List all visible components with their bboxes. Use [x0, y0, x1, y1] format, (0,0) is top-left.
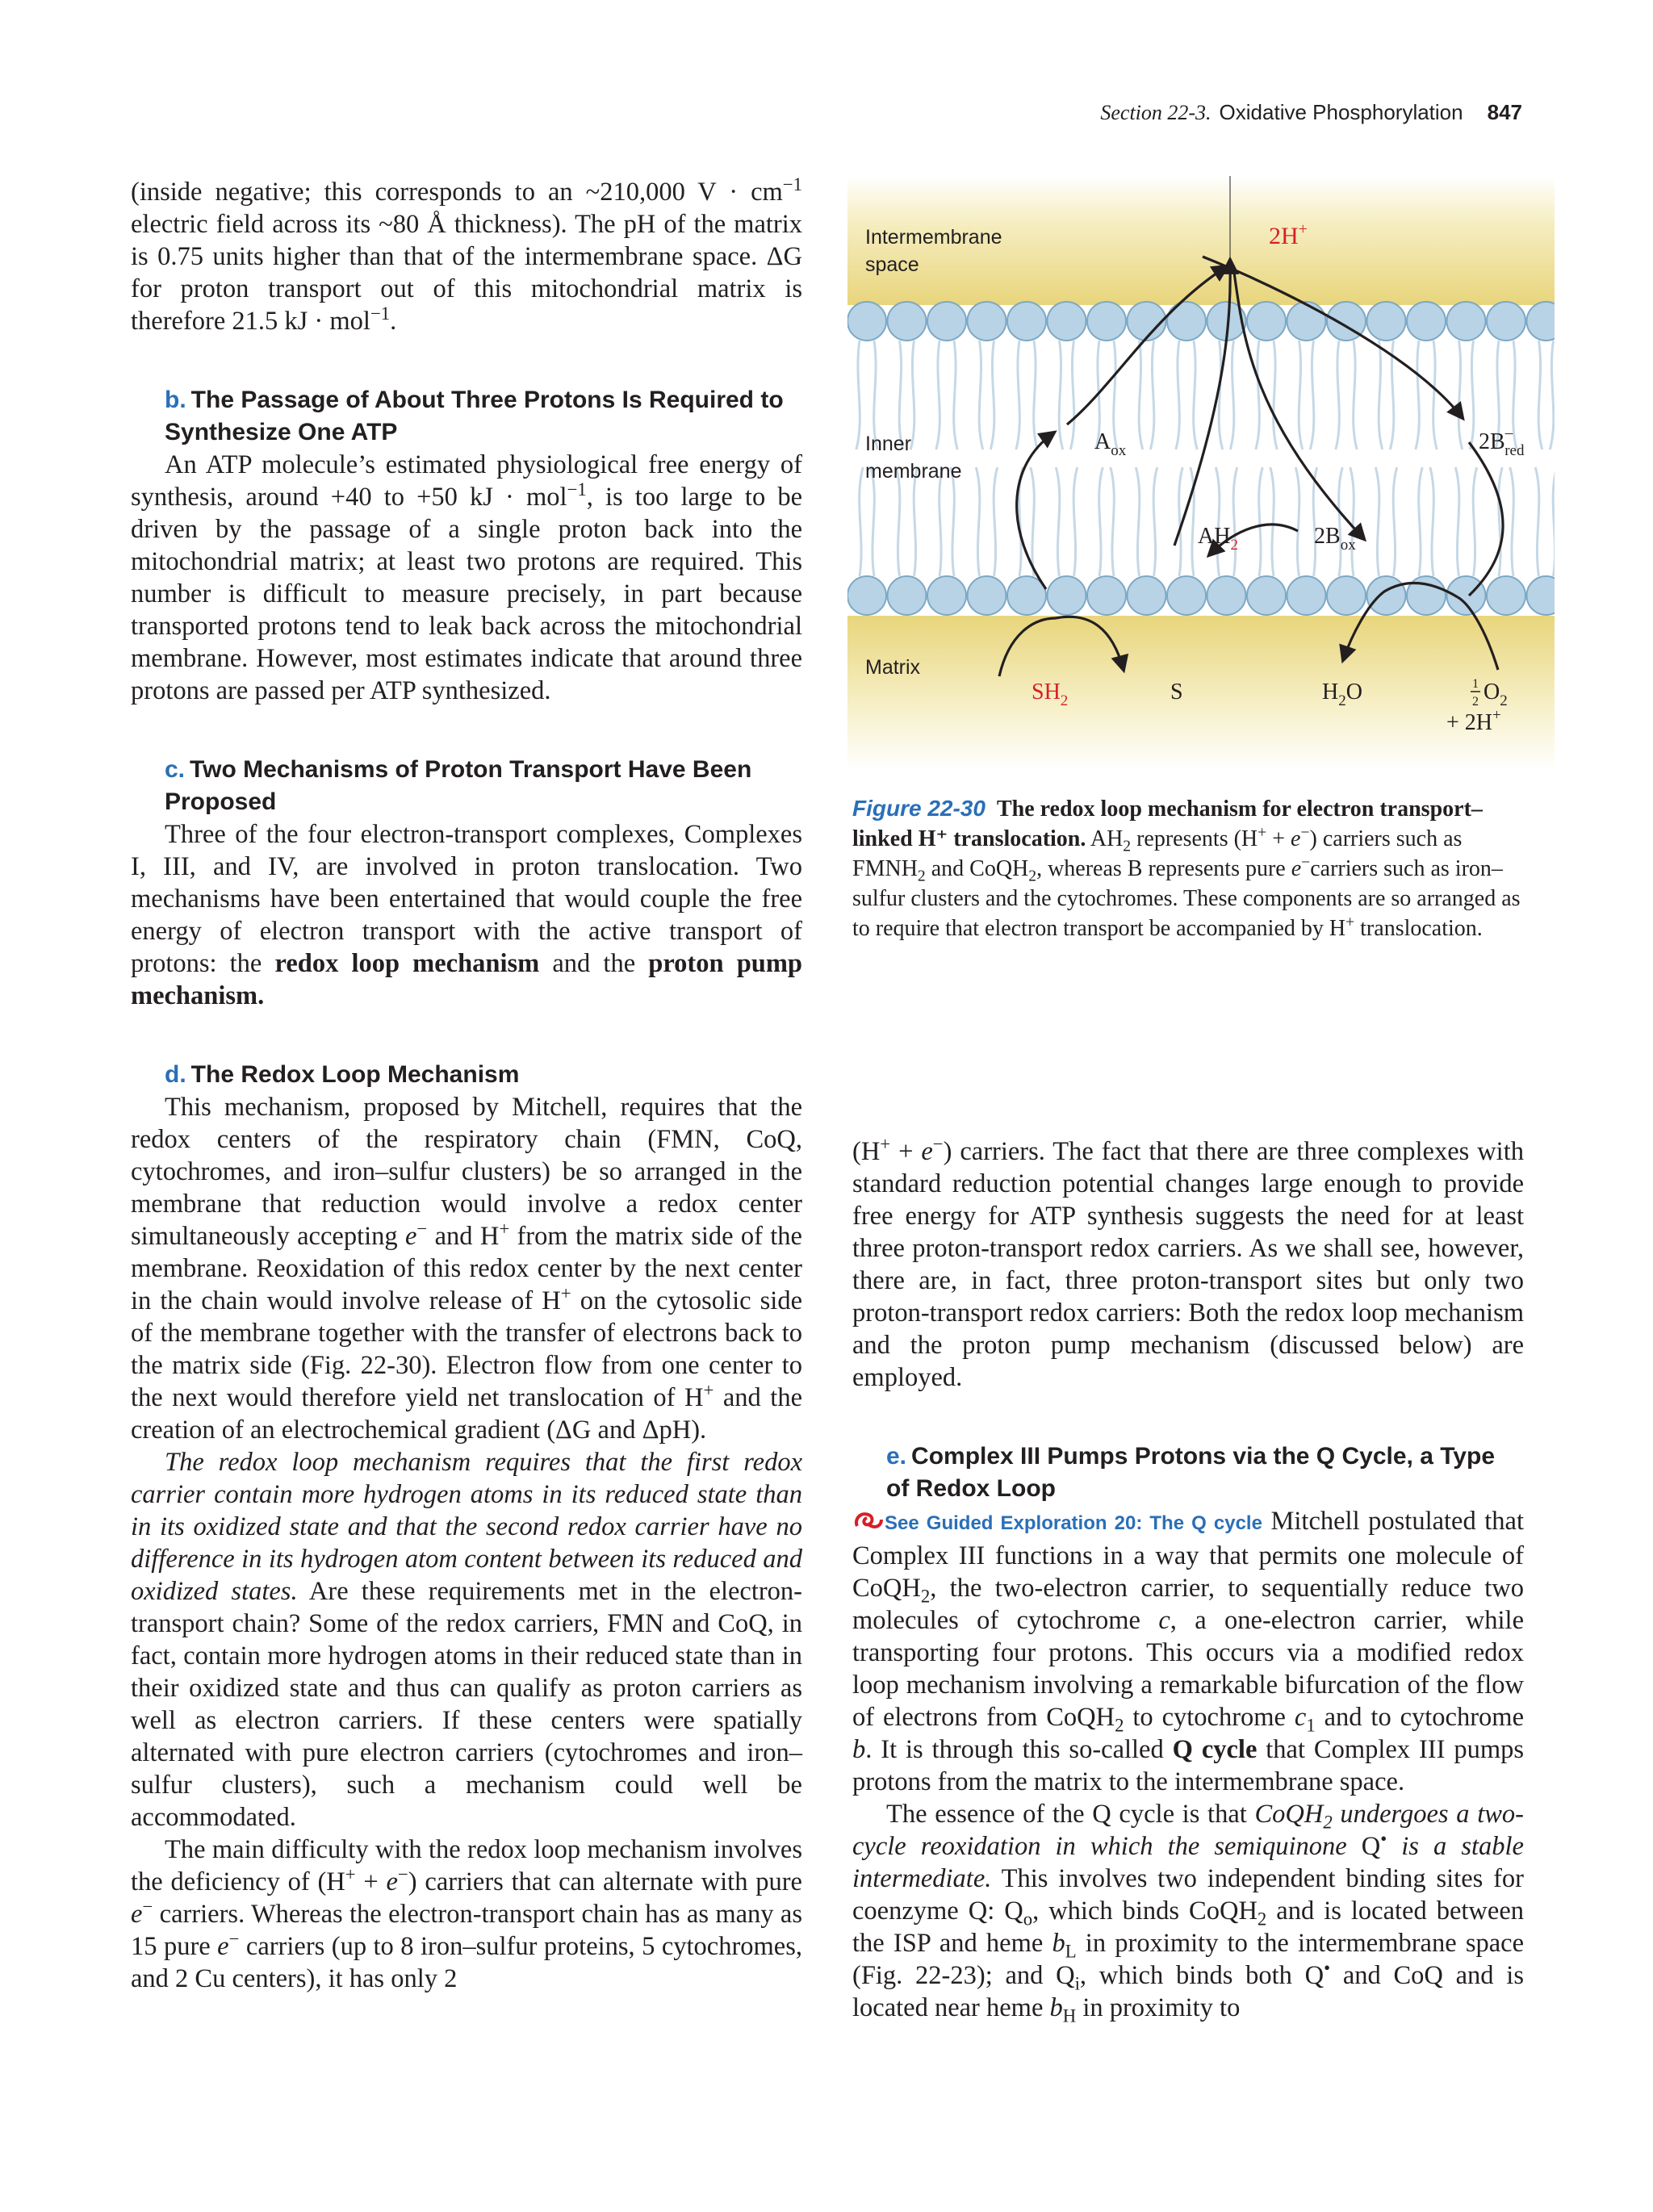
- lipid-tail: [1099, 467, 1103, 576]
- lipid-tail: [1310, 341, 1314, 450]
- lipid-tail: [1153, 467, 1157, 576]
- lipid-head: [1487, 302, 1525, 341]
- paragraph-two-mechanisms: Three of the four electron-transport complexes, Complexes I, III, and IV, are involved in proton translocation. Two mechanisms have been entertained that would couple the free energy of electron transport with the active transport of protons: the redox loop mechanism and the proton pump mechanism.: [131, 820, 802, 1010]
- lipid-tail: [1299, 341, 1303, 450]
- lipid-head: [1087, 576, 1126, 615]
- lipid-tail: [1176, 341, 1180, 450]
- lipid-tail: [1233, 467, 1237, 576]
- lipid-tail: [1111, 467, 1115, 576]
- label-inner-membrane: Inner membrane: [865, 433, 962, 483]
- lipid-tail: [1535, 467, 1539, 576]
- label-2h-bottom: + 2H+: [1446, 707, 1501, 735]
- section-number: Section 22-3.: [1100, 101, 1212, 124]
- lipid-tail: [1339, 467, 1343, 576]
- lipid-tail: [1350, 467, 1354, 576]
- figure-redox-loop: [847, 176, 1555, 771]
- lipid-tail: [939, 467, 944, 576]
- lipid-tail: [896, 467, 900, 576]
- lipid-head: [1407, 302, 1446, 341]
- label-sh2: $SH_2$: [1032, 679, 1069, 709]
- paragraph-carriers: (H+ + e−) carriers. The fact that there are three complexes with standard reduction potential changes large enough to provide free energy for ATP synthesis suggests the need for at least three proton-transport redox carriers. As we shall see, however, there are, in fact, three proton-transport sites but only two proton-transport redox carriers: Both the redox loop mechanism and the proton pump mechanism (discussed below) are employed.: [852, 1134, 1524, 1392]
- svg-text:2: 2: [1472, 695, 1479, 709]
- label-ah2: $AH_2$: [1198, 524, 1238, 554]
- heading-b: b. The Passage of About Three Protons Is Required to Synthesize One ATP: [165, 387, 784, 445]
- lipid-tail: [1513, 341, 1517, 450]
- lipid-tail: [976, 467, 980, 576]
- guided-exploration-icon[interactable]: [852, 1508, 885, 1533]
- running-header: [1100, 100, 1522, 125]
- lipid-tail: [1538, 341, 1542, 450]
- lipid-head: [968, 576, 1006, 615]
- paragraph-q-cycle-essence: The essence of the Q cycle is that CoQH$_2$ undergoes a two-cycle reoxidation in which the semiquinone Q• is a stable intermediate. This involves two independent binding sites for coenzyme Q: $Q_o$, which binds CoQH$_2$ and is located between the ISP and heme $b_L$ in proximity to the intermembrane space (Fig. 22-23); and $Q_i$, which binds both Q• and CoQ and is located near heme $b_H$ in proximity to: [852, 1800, 1524, 2026]
- lipid-tail: [1114, 341, 1118, 450]
- svg-text:O2: $O_2$: [1484, 679, 1508, 709]
- lipid-head: [1247, 302, 1286, 341]
- lipid-tail: [1550, 341, 1554, 450]
- lipid-tail: [871, 467, 875, 576]
- page-number: 847: [1487, 100, 1522, 124]
- lipid-head: [1087, 302, 1126, 341]
- lipid-tail: [1056, 467, 1060, 576]
- paragraph-requirements: The redox loop mechanism requires that the first redox carrier contain more hydrogen atoms in its reduced state than in its oxidized state and that the second redox carrier have no difference in its hydrogen atom content between its reduced and oxidized states. Are these requirements met in the electron-transport chain? Some of the redox carriers, FMN and CoQ, in fact, contain more hydrogen atoms in their reduced state than in their oxidized state and thus can qualify as proton carriers as well as electron carriers. If these centers were spatially alternated with pure electron carriers (cytochromes and iron–sulfur clusters), such a mechanism could well be accommodated.: [131, 1448, 802, 1832]
- lipid-head: [927, 576, 966, 615]
- lipid-head: [888, 302, 927, 341]
- lipid-tail: [1274, 341, 1278, 450]
- lipid-tail: [1031, 467, 1035, 576]
- figure-label: Figure 22-30: [852, 796, 986, 821]
- label-matrix: Matrix: [865, 656, 921, 679]
- redox-loop-diagram: [847, 176, 1555, 771]
- section-title: Oxidative Phosphorylation: [1219, 100, 1463, 124]
- paragraph-redox-loop: This mechanism, proposed by Mitchell, requires that the redox centers of the respiratory chain (FMN, CoQ, cytochromes, and iron–sulfur clusters) be so arranged in the membrane that reduction would involve a redox center simultaneously accepting e− and H+ from the matrix side of the membrane. Reoxidation of this redox center by the next center in the chain would involve release of H+ on the cytosolic side of the membrane together with the transfer of electrons back to the matrix side (Fig. 22-30). Electron flow from one center to the next would therefore yield net translocation of H+ and the creation of an electrochemical gradient (ΔG and ΔpH).: [131, 1093, 802, 1445]
- lipid-head: [1128, 576, 1166, 615]
- lipid-tail: [990, 341, 994, 450]
- lipid-tail: [1553, 467, 1555, 576]
- lipid-tail: [1430, 467, 1434, 576]
- lipid-tail: [1219, 341, 1223, 450]
- lipid-tail: [1375, 467, 1379, 576]
- paragraph-field-strength: (inside negative; this corresponds to an ~210,000 $V \cdot cm^{-1}$ electric field across its ~80 Å thickness). The pH of the matrix is 0.75 units higher than that of the intermembrane space. ΔG for proton transport out of this mitochondrial matrix is therefore 21.5 kJ · mol$^{-1}$.: [131, 174, 802, 336]
- figure-caption: Figure 22-30 The redox loop mechanism for electron transport–linked H⁺ translocation. $AH_2$ represents (H+ + e−) carriers such as $FMNH_2$ and CoQH$_2$, whereas B represents pure e−carriers such as iron–sulfur clusters and the cytochromes. These components are so arranged as to require that electron transport be accompanied by H+ translocation.: [852, 796, 1521, 941]
- lipid-tail: [1034, 341, 1038, 450]
- lipid-head: [1007, 302, 1046, 341]
- label-h2o: $H_2O$: [1322, 679, 1362, 709]
- label-intermembrane: Intermembrane space: [865, 226, 1002, 276]
- lipid-tail: [1139, 341, 1143, 450]
- lipid-tail: [1419, 467, 1423, 576]
- heading-c: c. Two Mechanisms of Proton Transport Have Been Proposed: [165, 756, 752, 815]
- lipid-head: [847, 302, 886, 341]
- lipid-tail: [1433, 341, 1437, 450]
- lipid-tail: [1473, 467, 1477, 576]
- lipid-tail: [1379, 341, 1383, 450]
- lipid-head: [1367, 302, 1406, 341]
- lipid-head: [1527, 576, 1555, 615]
- lipid-head: [888, 576, 927, 615]
- matrix-band: [847, 616, 1555, 771]
- lipid-tail: [1136, 467, 1140, 576]
- lipid-head: [927, 302, 966, 341]
- lipid-tail: [1256, 341, 1260, 450]
- heading-d: d. The Redox Loop Mechanism: [165, 1061, 520, 1088]
- lipid-tail: [1073, 467, 1078, 576]
- lipid-tail: [1470, 341, 1474, 450]
- label-s: S: [1170, 679, 1183, 705]
- lipid-tail: [1270, 467, 1274, 576]
- guided-exploration-link[interactable]: See Guided Exploration 20: The Q cycle: [885, 1512, 1262, 1534]
- label-aox: $A_{ox}$: [1094, 429, 1127, 459]
- lipid-tail: [1016, 341, 1020, 450]
- lipid-tail: [1259, 467, 1263, 576]
- lipid-head: [1247, 576, 1286, 615]
- lipid-tail: [954, 341, 958, 450]
- label-2h-top: 2H+: [1269, 220, 1308, 249]
- lipid-head: [968, 302, 1006, 341]
- lipid-tail: [1216, 467, 1220, 576]
- lipid-head: [1048, 576, 1086, 615]
- lipid-tail: [1416, 341, 1420, 450]
- left-column: [131, 176, 802, 1995]
- lipid-tail: [914, 467, 918, 576]
- label-2bred: 2B– red: [1479, 424, 1525, 459]
- lipid-head: [1487, 576, 1525, 615]
- lipid-tail: [1070, 341, 1074, 450]
- paragraph-three-protons: An ATP molecule’s estimated physiological free energy of synthesis, around +40 to +50 kJ · mol$^{-1}$, is too large to be driven by the passage of a single proton back into the mitochondrial matrix; at least two protons are required. This number is difficult to measure precisely, in part because transported protons tend to leak back across the mitochondrial membrane. However, most estimates indicate that around three protons are passed per ATP synthesized.: [131, 450, 802, 705]
- lipid-head: [1447, 302, 1486, 341]
- lipid-tail: [951, 467, 955, 576]
- lipid-tail: [1336, 341, 1340, 450]
- lipid-head: [847, 576, 886, 615]
- heading-e: e. Complex III Pumps Protons via the Q Cycle, a Type of Redox Loop: [886, 1443, 1496, 1502]
- lipid-tail: [1393, 467, 1397, 576]
- lipid-tail: [1510, 467, 1514, 576]
- lipid-head: [1287, 302, 1326, 341]
- lipid-head: [1207, 576, 1246, 615]
- lipid-tail: [994, 467, 998, 576]
- lipid-head: [1128, 302, 1166, 341]
- paragraph-main-difficulty: The main difficulty with the redox loop mechanism involves the deficiency of (H+ + e−) carriers that can alternate with pure e− carriers. Whereas the electron-transport chain has as many as 15 pure e− carriers (up to 8 iron–sulfur proteins, 5 cytochromes, and 2 Cu centers), it has only 2: [131, 1835, 802, 1993]
- arrow-to-aox: [1017, 433, 1054, 589]
- lipid-tail: [1354, 341, 1358, 450]
- lipid-tail: [856, 341, 860, 450]
- lipid-tail: [860, 467, 864, 576]
- lipid-head: [1167, 576, 1206, 615]
- svg-text:1: 1: [1472, 677, 1479, 691]
- lipid-head: [1048, 302, 1086, 341]
- lipid-tail: [1458, 341, 1463, 450]
- lipid-tail: [1150, 341, 1154, 450]
- lipid-head: [1527, 302, 1555, 341]
- paragraph-q-cycle-intro: See Guided Exploration 20: The Q cycle Mitchell postulated that Complex III functions in a way that permits one molecule of CoQH$_2$, the two-electron carrier, to sequentially reduce two molecules of cytochrome c, a one-electron carrier, while transporting four protons. This occurs via a modified redox loop mechanism involving a remarkable bifurcation of the flow of electrons from CoQH$_2$ to cytochrome $c_1$ and to cytochrome b. It is through this so-called Q cycle that Complex III pumps protons from the matrix to the intermembrane space.: [852, 1507, 1525, 1796]
- lipid-head: [1327, 576, 1366, 615]
- lipid-head: [1287, 576, 1326, 615]
- lipid-tail: [1194, 341, 1198, 450]
- right-column: [852, 176, 1524, 2024]
- lipid-tail: [979, 341, 983, 450]
- lipid-tail: [1295, 467, 1299, 576]
- label-2box: $2B_{ox}$: [1314, 524, 1356, 554]
- lipid-tail: [1059, 341, 1063, 450]
- lipid-tail: [1230, 341, 1234, 450]
- lipid-tail: [1455, 467, 1459, 576]
- lipid-tail: [936, 341, 940, 450]
- lipid-head: [1167, 302, 1206, 341]
- lipid-head: [1367, 576, 1406, 615]
